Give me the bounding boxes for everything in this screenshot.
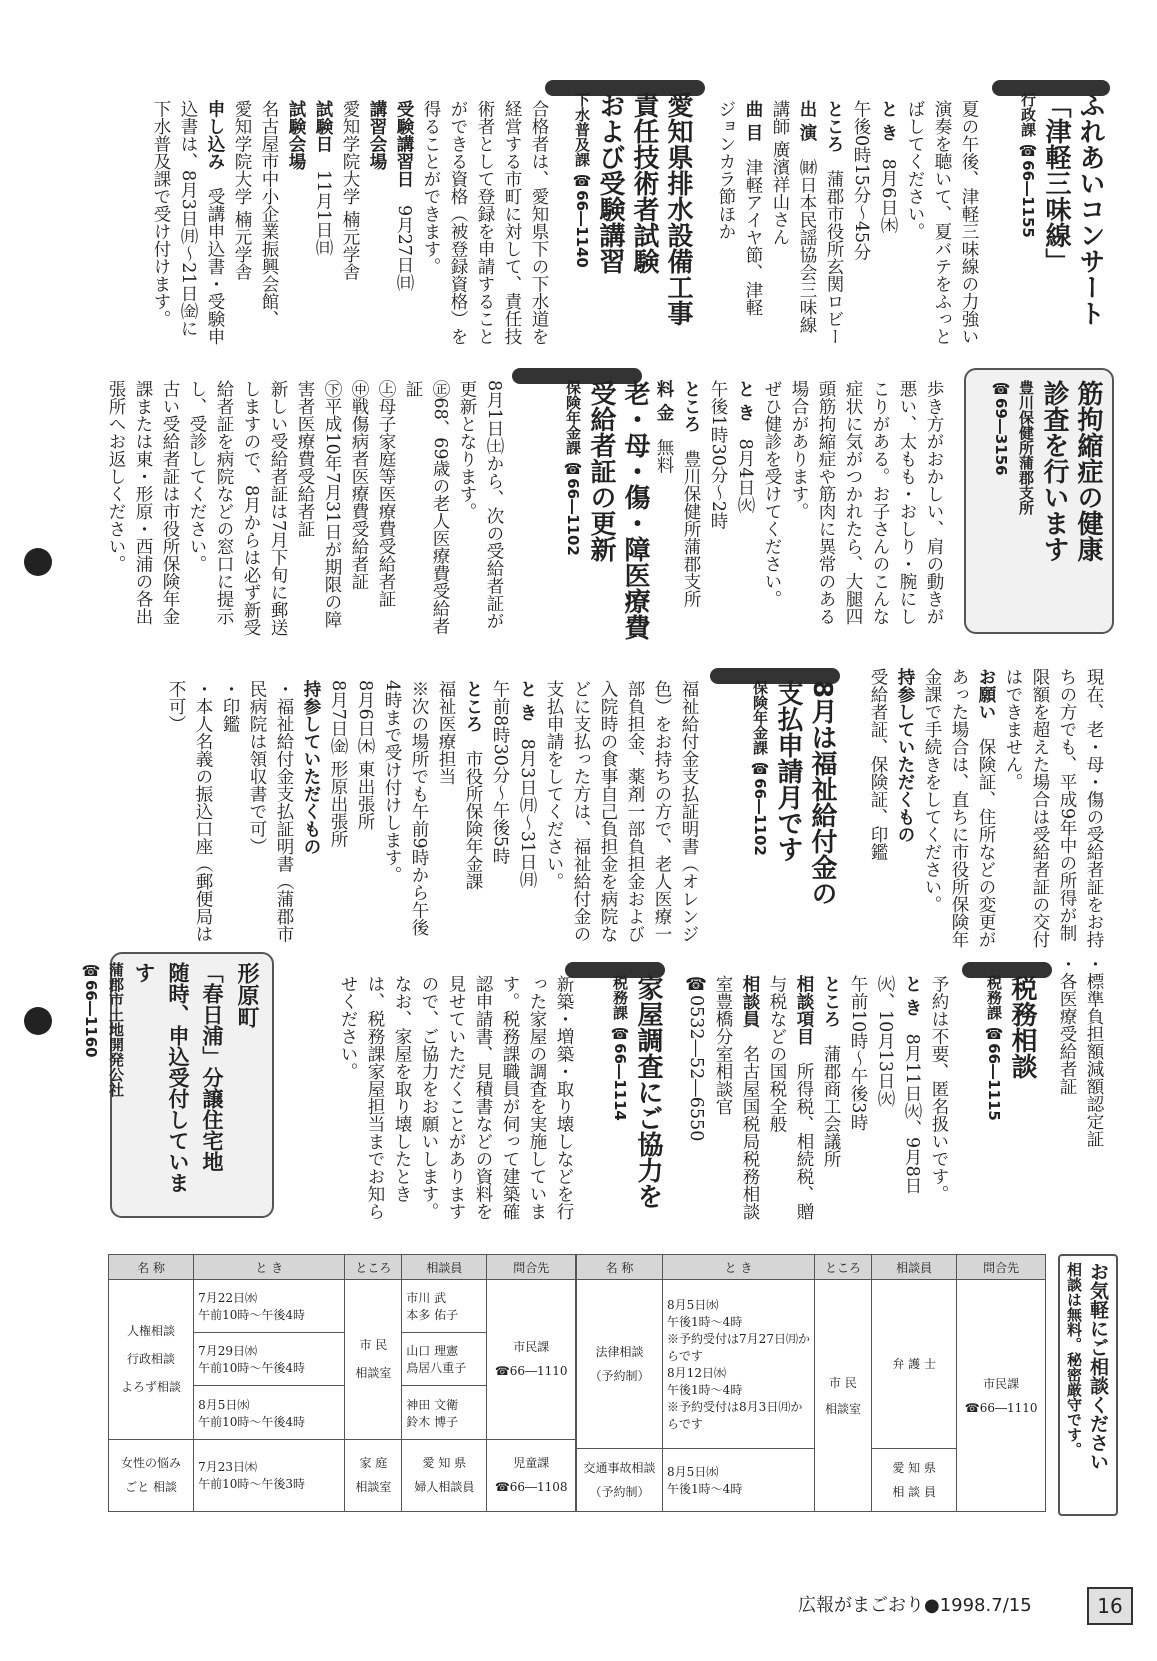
drain-title: 愛知県排水設備工事 xyxy=(663,92,693,326)
table-header: 相談員 xyxy=(871,1255,956,1280)
muscle-phone: ☎69―3156 xyxy=(992,380,1010,476)
tax-article xyxy=(974,975,1039,1175)
table-cell: 7月22日㈬ 午前10時～午後4時 xyxy=(194,1280,345,1333)
medical-title: 老・母・傷・障医療費 xyxy=(620,380,650,640)
table-cell: 女性の悩み ごと 相談 xyxy=(109,1439,194,1511)
concert-subtitle: 「津軽三味線」 xyxy=(1041,92,1071,274)
tax-dept: 税務課 ☎66―1115 xyxy=(985,975,1003,1121)
consult-notice-line2: 相談は無料。秘密厳守です。 xyxy=(1065,1262,1083,1457)
house-body: 新築・増築・取り壊しなどを行った家屋の調査を実施しています。税務課職員が伺って建築確認申請書、見積書などの資料を見せていただくことがありますので、ご協力をお願いします。 なお、家屋を取り壊したときは、税務課家屋担当までお知らせください。 xyxy=(338,975,574,1220)
consult-table-left xyxy=(108,1254,576,1512)
drain-article xyxy=(562,92,695,352)
table-header: と き xyxy=(663,1255,815,1280)
land-article xyxy=(82,962,263,1202)
table-cell: 市 民 相談室 xyxy=(345,1280,402,1440)
table-cell: 市 民 相談室 xyxy=(814,1280,871,1512)
tax-title: 税務相談 xyxy=(1007,975,1037,1079)
house-title: 家屋調査にご協力を xyxy=(633,975,663,1209)
muscle-title-2: 診査を行います xyxy=(1039,380,1069,562)
table-header: 名 称 xyxy=(109,1255,194,1280)
concert-article xyxy=(1008,92,1107,352)
table-cell: 法律相談 （予約制） xyxy=(577,1280,663,1449)
medical-dept: 保険年金課 ☎66―1102 xyxy=(564,380,582,556)
tax-body: 予約は不要、匿名扱いです。 と き 8月11日㈫、9月8日㈫、10月13日㈫ 午前10時～午後3時 ところ 蒲郡商工会議所 相談項目 所得税、相続税、贈与税などの国税全般 相談員 名古屋国税局税務相談室豊橋分室相談官 ☎0532―52―6550 xyxy=(686,975,949,1220)
table-cell: 8月5日㈬ 午後1時～4時 xyxy=(663,1448,815,1511)
muscle-article xyxy=(992,380,1105,620)
table-header: ところ xyxy=(814,1255,871,1280)
concert-title: ふれあいコンサート xyxy=(1075,92,1105,326)
table-cell: 人権相談 行政相談 よろず相談 xyxy=(109,1280,194,1440)
table-cell: 8月5日㈬ 午後1時～4時 ※予約受付は7月27日㈪からです 8月12日㈬ 午後1時～4時 ※予約受付は8月3日㈪からです xyxy=(663,1280,815,1449)
welfare-article xyxy=(740,680,839,940)
consult-notice xyxy=(1062,1262,1112,1506)
drain-title-3: および受験講習 xyxy=(595,92,625,274)
table-header: 名 称 xyxy=(577,1255,663,1280)
muscle-body: 歩き方がおかしい、肩の動きが悪い、太もも・おしり・腕にしこりがある。お子さんのこんな症状に気がつかれたら、大腿四頭筋拘縮症や筋肉に異常のある場合があります。 ぜひ健診を受けてください。 と き 8月4日㈫ 午後1時30分～2時 ところ 豊川保健所蒲郡支所 料 金 無料 xyxy=(654,380,944,625)
binding-hole-bottom xyxy=(24,1007,52,1035)
table-cell: 児童課 ☎66―1108 xyxy=(487,1439,576,1511)
table-header: と き xyxy=(194,1255,345,1280)
table-cell: 7月29日㈬ 午前10時～午後4時 xyxy=(194,1333,345,1386)
table-header: 問合先 xyxy=(487,1255,576,1280)
welfare-title: 8月は福祉給付金の xyxy=(807,680,837,907)
land-title-2: 「春日浦」分譲住宅地 xyxy=(200,962,224,1172)
muscle-title: 筋拘縮症の健康 xyxy=(1073,380,1103,562)
table-cell: 愛 知 県 相 談 員 xyxy=(871,1448,956,1511)
consult-notice-line1: お気軽にご相談ください xyxy=(1087,1262,1109,1471)
table-cell: 家 庭 相談室 xyxy=(345,1439,402,1511)
table-cell: 市民課 ☎66―1110 xyxy=(957,1280,1046,1512)
house-dept: 税務課 ☎66―1114 xyxy=(611,975,629,1121)
page-number: 16 xyxy=(1087,1587,1133,1625)
footer-publication: 広報がまごおり●1998.7/15 xyxy=(798,1595,1032,1616)
table-cell: 市民課 ☎66―1110 xyxy=(487,1280,576,1440)
table-cell: 弁 護 士 xyxy=(871,1280,956,1449)
table-cell: 7月23日㈭ 午前10時～午後3時 xyxy=(194,1439,345,1511)
drain-dept: 下水普及課 ☎66―1140 xyxy=(573,92,591,268)
consult-table-right xyxy=(576,1254,1046,1512)
binding-hole-top xyxy=(24,548,52,576)
concert-body: 夏の午後、津軽三味線の力強い演奏を聴いて、夏バテをふっとばしてください。 と き 8月6日㈭ 午後0時15分～45分 ところ 蒲郡市役所玄関ロビー 出 演 ㈶日本民謡協会三味線 講師 廣濱祥山さん 曲 目 津軽アイヤ節、津軽 ジョンカラ節ほか xyxy=(716,100,979,345)
welfare-body: 福祉給付金支払証明書（オレンジ色）をお持ちの方で、老人医療一部負担金、薬剤一部負担金および入院時の食事自己負担金を病院などに支払った方は、福祉給付金の支払申請をしてください。 と き 8月3日㈪～31日㈪ 午前8時30分～午後5時 ところ 市役所保険年金課 福祉医療担当 ※次の場所でも午前9時から午後4時まで受け付けします。 8月6日㈭ 東出張所 8月7日㈮ 形原出張所 持参していただくもの ・福祉給付金支払証明書（蒲郡市民病院は領収書で可） ・印鑑 ・本人名義の振込口座（郵便局は不可） xyxy=(166,680,699,943)
drain-title-2: 責任技術者試験 xyxy=(629,92,659,274)
welfare-title-2: 支払申請月です xyxy=(773,680,803,862)
concert-dept: 行政課 ☎66―1155 xyxy=(1019,92,1037,238)
house-article xyxy=(600,975,665,1215)
table-cell: 8月5日㈬ 午前10時～午後4時 xyxy=(194,1386,345,1439)
table-cell: 愛 知 県 婦人相談員 xyxy=(402,1439,487,1511)
table-header: 問合先 xyxy=(957,1255,1046,1280)
drain-body: 合格者は、愛知県下の下水道を経営する市町に対して、責任技術者として登録を申請することができる資格（被登録資格）を得ることができます。 受験講習日 9月27日㈰ 講習会場 愛知学院大学 楠元学舎 試験日 11月1日㈰ 試験会場 名古屋市中小企業振興会館、 愛知学院大学 楠元学舎 申し込み 受講申込書・受験申込書は、8月3日㈪～21日㈮に下水普及課で受け付けます。 xyxy=(151,100,549,345)
tax-pre: ・標準負担額減額認定証 ・各医療受給者証 xyxy=(1057,955,1104,1148)
table-header: ところ xyxy=(345,1255,402,1280)
land-title: 形原町 xyxy=(234,962,259,1028)
medical-cont: 現在、老・母・傷の受給者証をお持ちの方でも、平成9年中の所得が制限額を超えた場合は受給者証の交付はできません。 お願い 保険証、住所などの変更があった場合は、直ちに市役所保険年金課で手続きをしてください。 持参していただくもの 受給者証、保険証、印鑑 xyxy=(868,668,1104,948)
medical-title-2: 受給者証の更新 xyxy=(586,380,616,562)
table-cell: 神田 文衛 鈴木 博子 xyxy=(402,1386,487,1439)
medical-article xyxy=(553,380,652,640)
land-dept: 蒲郡市土地開発公社 xyxy=(107,962,125,1097)
table-cell: 市川 武 本多 佑子 xyxy=(402,1280,487,1333)
table-header: 相談員 xyxy=(402,1255,487,1280)
medical-body: 8月1日㈯から、次の受給者証が更新となります。 ㊣68、69歳の老人医療費受給者証 ㊤母子家庭等医療費受給者証 ㊥戦傷病者医療費受給者証 ㊦平成10年7月31日が期限の障害者医療費受給者証 新しい受給者証は7月下旬に郵送しますので、8月からは必ず新受給者証を病院などの窓口に提示し、受診してください。 古い受給者証は市役所保険年金課または東・形原・西浦の各出張所へお返しください。 xyxy=(106,380,504,637)
muscle-dept: 豊川保健所蒲郡支所 xyxy=(1017,380,1035,515)
table-cell: 山口 理憲 鳥居八重子 xyxy=(402,1333,487,1386)
table-cell: 交通事故相談 （予約制） xyxy=(577,1448,663,1511)
land-title-3: 随時、申込受付しています xyxy=(132,962,190,1193)
land-phone: ☎66―1160 xyxy=(82,962,100,1058)
welfare-dept: 保険年金課 ☎66―1102 xyxy=(751,680,769,856)
